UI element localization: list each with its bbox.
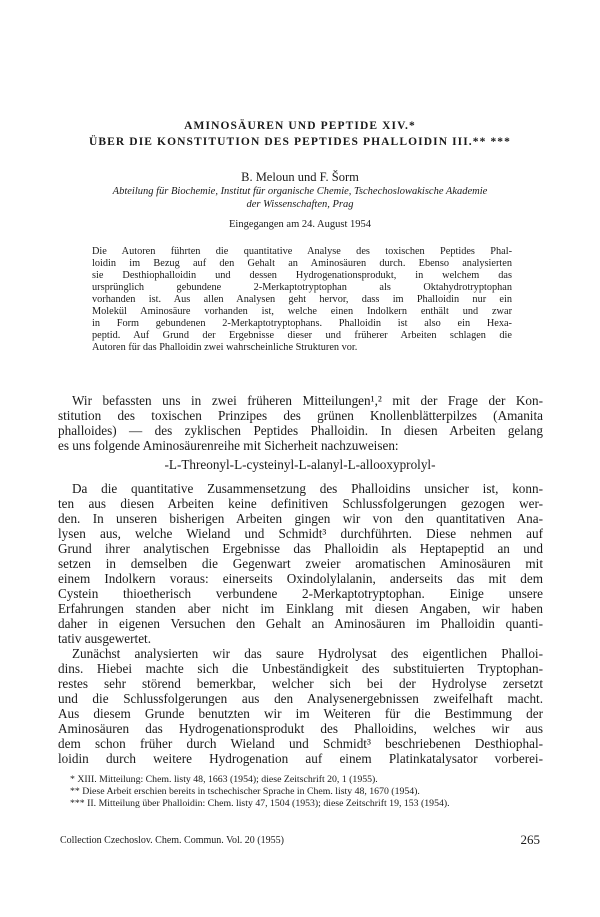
- body-line: einem Indolkern voraus: einerseits Oxindolylalanin, anderseits das mit dem: [58, 571, 543, 586]
- body-line: Cystein thioetherisch verbundene 2-Merkaptotryptophan. Einige unsere: [58, 586, 543, 601]
- affiliation-line-2: der Wissenschaften, Prag: [246, 199, 354, 210]
- footnote: ** Diese Arbeit erschien bereits in tschechischer Sprache in Chem. listy 48, 1670 (1954).: [70, 786, 420, 797]
- abstract-line: ursprünglich gebundene 2-Merkaptotryptophan als Oktahydrotryptophan: [92, 282, 512, 293]
- body-line: Zunächst analysierten wir das saure Hydrolysat des eigentlichen Phalloi-: [72, 646, 543, 661]
- body-line: stitution des toxischen Prinzipes des grünen Knollenblätterpilzes (Amanita: [58, 408, 543, 423]
- article-title-line-2: ÜBER DIE KONSTITUTION DES PEPTIDES PHALLOIDIN III.** ***: [88, 136, 511, 148]
- body-line: lysen aus, welche Wieland und Schmidt³ durchführten. Diese nehmen auf: [58, 526, 543, 541]
- affiliation-line-1: Abteilung für Biochemie, Institut für organische Chemie, Tschechoslowakische Akademie: [112, 186, 488, 197]
- body-line: restes sehr störend bemerkbar, welcher sich bei der Hydrolyse zersetzt: [58, 676, 543, 691]
- body-line: tativ ausgewertet.: [58, 631, 152, 646]
- received-date: Eingegangen am 24. August 1954: [228, 219, 372, 230]
- page-number: 265: [520, 832, 540, 847]
- body-line: Grund ihrer analytischen Ergebnisse das Phalloidin als Heptapeptid an und: [58, 541, 543, 556]
- body-line: phalloides) — des zyklischen Peptides Phalloidin. In diesen Arbeiten gelang: [58, 423, 543, 438]
- article-title-line-1: AMINOSÄUREN UND PEPTIDE XIV.*: [184, 120, 416, 132]
- body-line: den. In unseren bisherigen Arbeiten gingen wir von den quantitativen Ana-: [58, 511, 543, 526]
- body-line: ten aus diesen Arbeiten keine definitiven Schlussfolgerungen gezogen wer-: [58, 496, 543, 511]
- body-line: loidin durch weitere Hydrogenation auf einem Platinkatalysator vorberei-: [58, 751, 543, 766]
- body-line: setzen in demselben die Gegenwart zweier aromatischen Aminosäuren mit: [58, 556, 543, 571]
- abstract-line: loidin im Bezug auf den Gehalt an Aminosäuren durch. Ebenso analysierten: [92, 258, 512, 269]
- body-line: Erfahrungen standen aber nicht im Einklang mit diesen Angaben, wir haben: [58, 601, 543, 616]
- abstract-line: Die Autoren führten die quantitative Analyse des toxischen Peptides Phal-: [92, 246, 512, 257]
- body-line: dins. Hiebei machte sich die Unbeständigkeit des substituierten Tryptophan-: [58, 661, 543, 676]
- footnote: *** II. Mitteilung über Phalloidin: Chem. listy 47, 1504 (1953); diese Zeitschrift 19, 153 (1954).: [70, 798, 450, 809]
- abstract-line: Autoren für das Phalloidin zwei wahrscheinliche Strukturen vor.: [92, 342, 358, 353]
- abstract-line: sie Desthiophalloidin und dessen Hydrogenationsprodukt, in welchem das: [92, 270, 512, 281]
- abstract-line: vorhanden ist. Aus allen Analysen geht hervor, dass im Phalloidin nur ein: [92, 294, 512, 305]
- authors: B. Meloun und F. Šorm: [241, 170, 359, 184]
- abstract-line: in Form gebundenen 2-Merkaptotryptophans. Phalloidin ist also ein Hexa-: [92, 318, 512, 329]
- body-line: dem schon früher durch Wieland und Schmidt³ beschriebenen Desthiophal-: [58, 736, 543, 751]
- body-line: Aus diesem Grunde benutzten wir im Weiteren für die Bestimmung der: [58, 706, 543, 721]
- body-line: daher in eigenen Versuchen den Gehalt an Aminosäuren im Phalloidin quanti-: [58, 616, 543, 631]
- abstract-line: peptid. Auf Grund der Ergebnisse dieser und früherer Arbeiten schlagen die: [92, 330, 512, 341]
- body-line: Da die quantitative Zusammensetzung des Phalloidins unsicher ist, konn-: [72, 481, 543, 496]
- body-line: es uns folgende Aminosäurenreihe mit Sicherheit nachzuweisen:: [58, 438, 399, 453]
- amino-acid-sequence: -L-Threonyl-L-cysteinyl-L-alanyl-L-allooxyprolyl-: [164, 457, 436, 472]
- journal-citation: Collection Czechoslov. Chem. Commun. Vol. 20 (1955): [60, 835, 284, 846]
- body-line: Aminosäuren das Hydrogenationsprodukt des Phalloidins, welches wir aus: [58, 721, 543, 736]
- body-line: und die Schlussfolgerungen aus den Analysenergebnissen zweifelhaft macht.: [58, 691, 543, 706]
- body-line: Wir befassten uns in zwei früheren Mitteilungen¹,² mit der Frage der Kon-: [72, 393, 543, 408]
- footnote: * XIII. Mitteilung: Chem. listy 48, 1663 (1954); diese Zeitschrift 20, 1 (1955).: [70, 774, 378, 785]
- abstract-line: Molekül Aminosäure vorhanden ist, welche einen Indolkern enthält und zwar: [92, 306, 512, 317]
